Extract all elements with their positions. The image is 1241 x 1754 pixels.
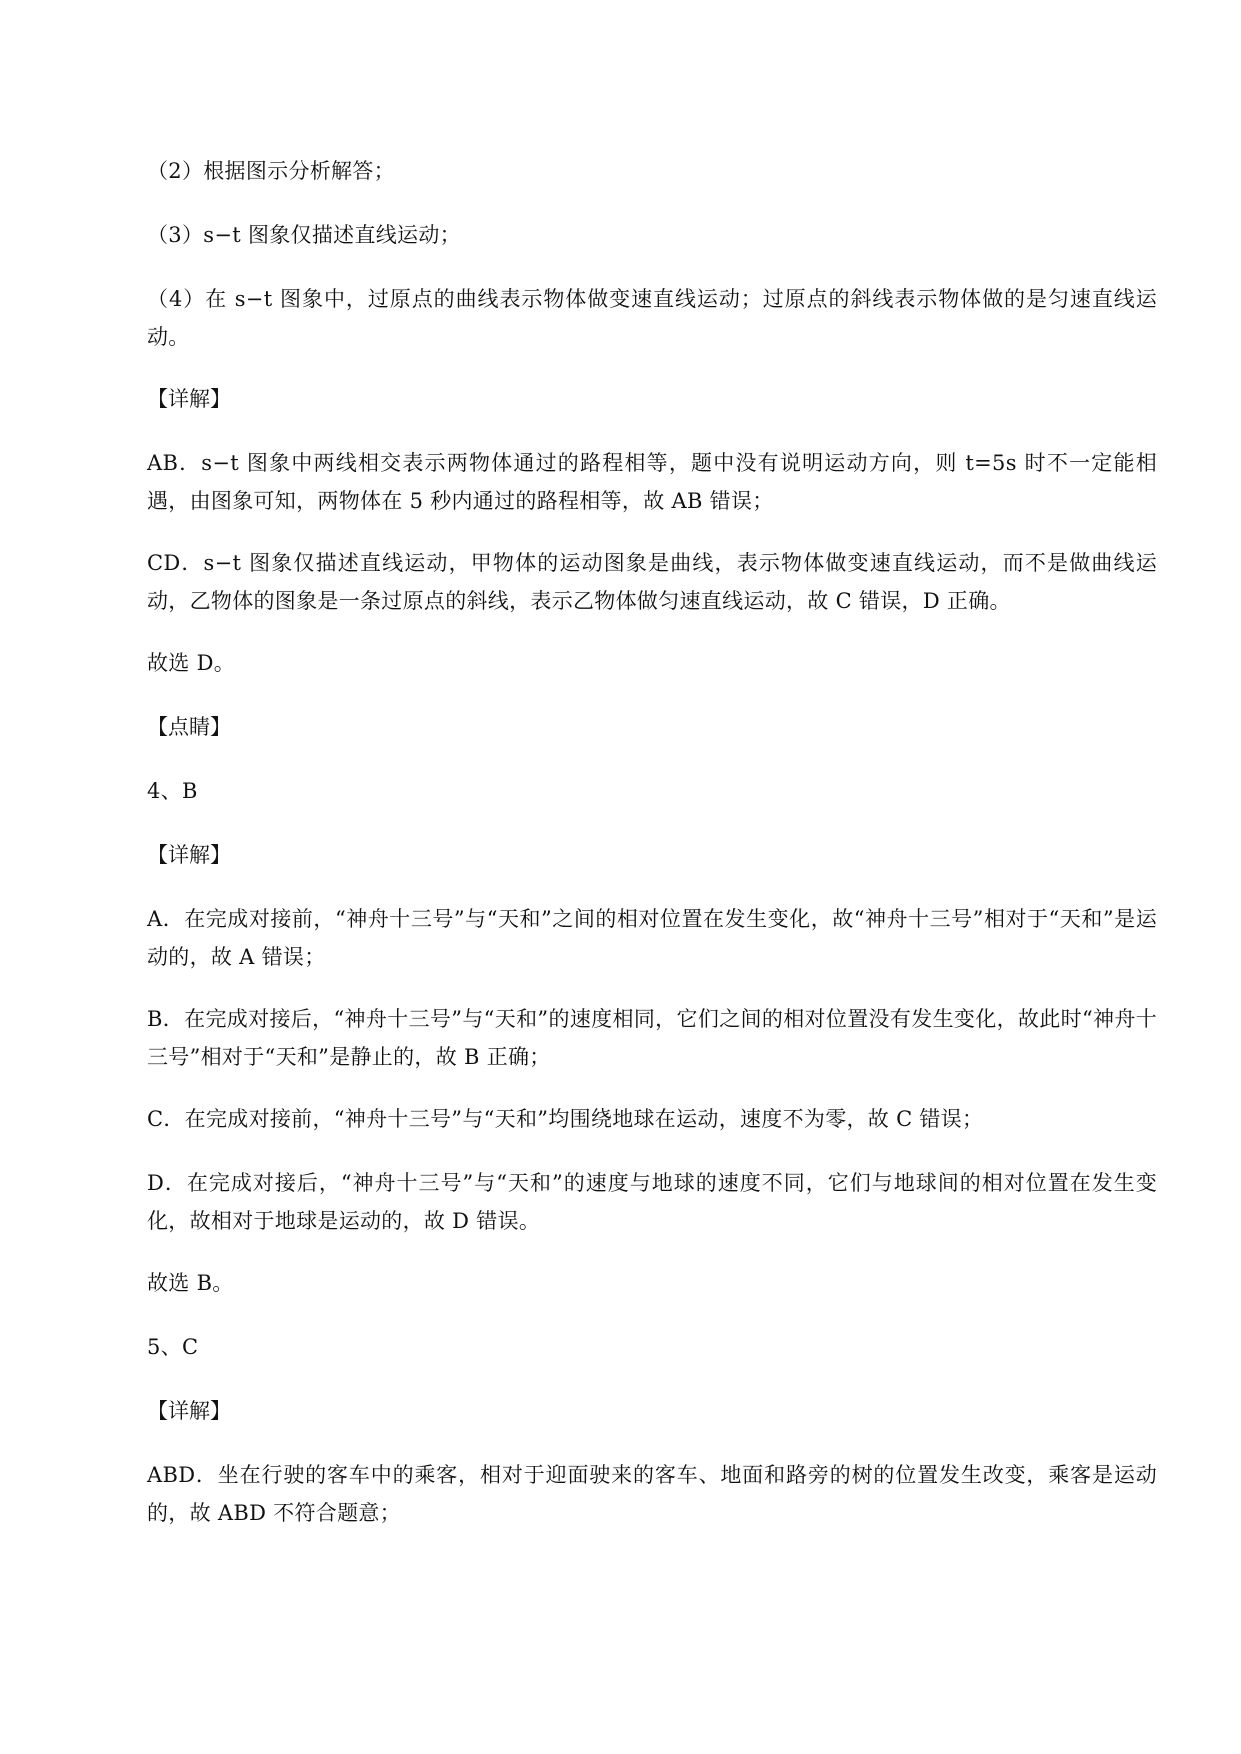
step-2-text: （2）根据图示分析解答； — [147, 159, 395, 183]
choice-d-text: 故选 D。 — [147, 651, 236, 675]
question-4-answer: 4、B — [147, 779, 198, 803]
option-a-text: A．在完成对接前，“神舟十三号”与“天和”之间的相对位置在发生变化，故“神舟十三号”相对于“天和”是运动的，故 A 错误； — [147, 907, 1157, 969]
step-4-text: （4）在 s−t 图象中，过原点的曲线表示物体做变速直线运动；过原点的斜线表示物体做的是匀速直线运动。 — [147, 287, 1157, 349]
answer-cd-text: CD．s−t 图象仅描述直线运动，甲物体的运动图象是曲线，表示物体做变速直线运动，而不是做曲线运动，乙物体的图象是一条过原点的斜线，表示乙物体做匀速直线运动，故 C 错误，D 正确。 — [147, 551, 1157, 613]
detail-heading-3: 【详解】 — [147, 1399, 231, 1423]
answer-ab-text: AB．s−t 图象中两线相交表示两物体通过的路程相等，题中没有说明运动方向，则 t=5s 时不一定能相遇，由图象可知，两物体在 5 秒内通过的路程相等，故 AB 错误； — [147, 451, 1157, 513]
option-d-text: D．在完成对接后，“神舟十三号”与“天和”的速度与地球的速度不同，它们与地球间的相对位置在发生变化，故相对于地球是运动的，故 D 错误。 — [147, 1171, 1157, 1233]
question-5-answer: 5、C — [147, 1335, 199, 1359]
option-abd-text: ABD．坐在行驶的客车中的乘客，相对于迎面驶来的客车、地面和路旁的树的位置发生改变，乘客是运动的，故 ABD 不符合题意； — [147, 1463, 1157, 1525]
detail-heading-2: 【详解】 — [147, 843, 231, 867]
choice-b-text: 故选 B。 — [147, 1271, 234, 1295]
option-b-text: B．在完成对接后，“神舟十三号”与“天和”的速度相同，它们之间的相对位置没有发生变化，故此时“神舟十三号”相对于“天和”是静止的，故 B 正确； — [147, 1007, 1157, 1069]
comment-heading: 【点睛】 — [147, 715, 231, 739]
option-c-text: C．在完成对接前，“神舟十三号”与“天和”均围绕地球在运动，速度不为零，故 C 错误； — [147, 1107, 984, 1131]
detail-heading-1: 【详解】 — [147, 387, 231, 411]
document-body — [147, 152, 1157, 1556]
step-3-text: （3）s−t 图象仅描述直线运动； — [147, 223, 461, 247]
